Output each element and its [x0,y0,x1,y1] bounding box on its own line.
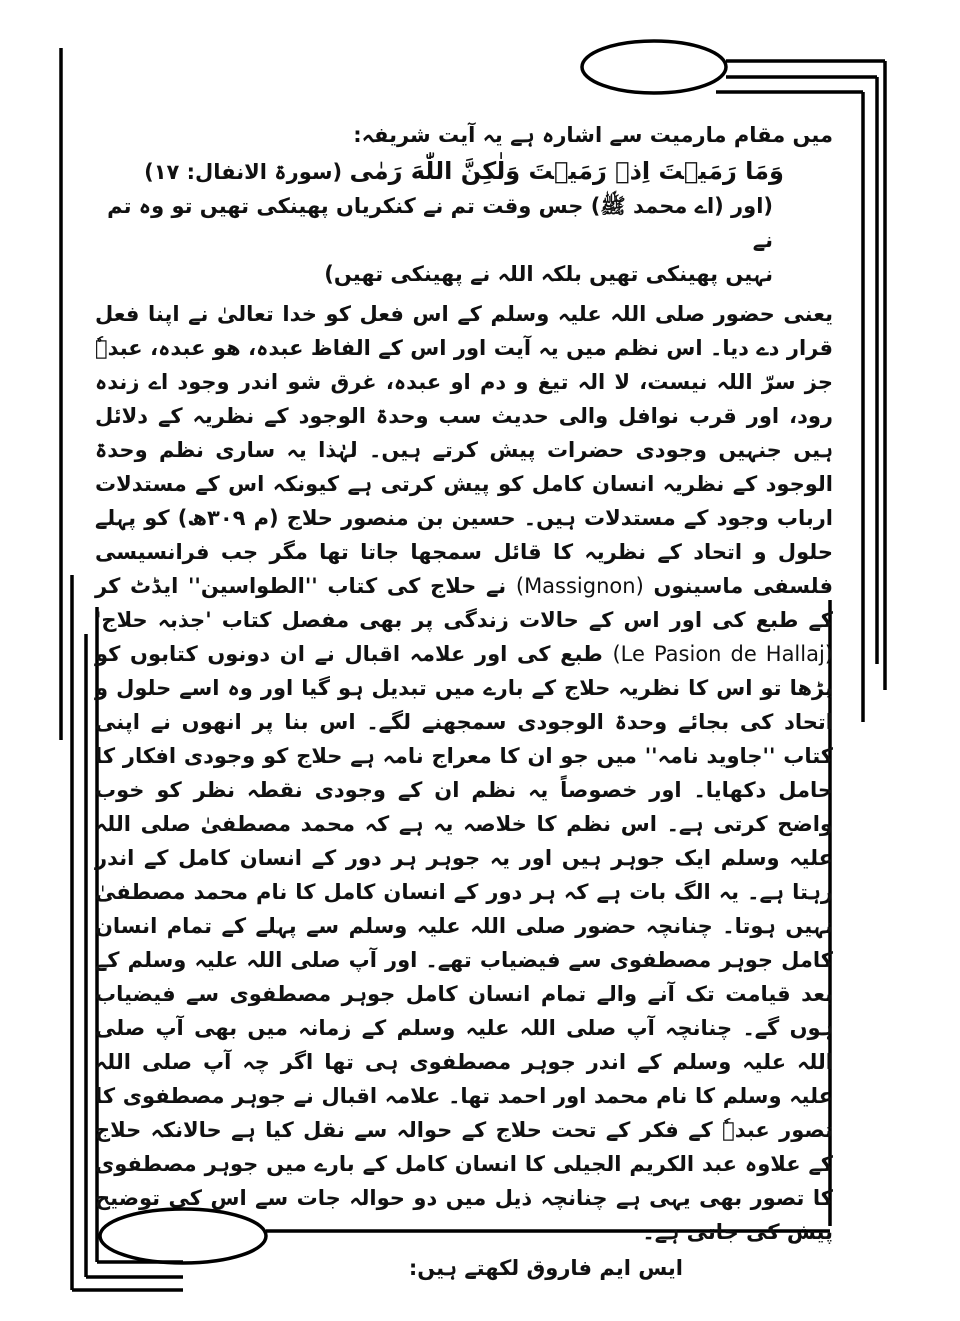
verse-line [95,154,833,189]
verse-arabic: وَمَا رَمَيۡتَ اِذۡ رَمَيۡتَ وَلٰكِنَّ اللّٰهَ رَمٰى [349,157,784,185]
paragraph-text-1: یعنی حضور صلی اللہ علیہ وسلم کے اس فعل کو خدا تعالیٰ نے اپنا فعل قرار دے دیا۔ اس نظم میں یہ آیت اور اس کے الفاظ عبدہ، ھو عبدہ، عبدہٗ جز سرّ اللہ نیست، لا الہ تیغ و دم او عبدہ، غرق شو اندر وجود اے زندہ رود، اور قرب نوافل والی حدیث سب وحدۃ الوجود کے نظریہ کے دلائل ہیں جنہیں وجودی حضرات پیش کرتے ہیں۔ لہٰذا یہ ساری نظم وحدۃ الوجود کے نظریہ انسان کامل کو پیش کرتی ہے کیونکہ اس کے مستدلات ارباب وجود کے مستدلات ہیں۔ حسین بن منصور حلاج (م ۳۰۹ھ) کو پہلے حلول و اتحاد کے نظریہ کا قائل سمجھا جاتا تھا مگر جب فرانسیسی فلسفی ماسینوں [95,302,834,598]
quranic-verse [95,154,833,291]
document-body [95,118,833,1285]
paragraph-text-2: نے حلاج کی کتاب ''الطواسین'' ایڈٹ کر کے طبع کی اور اس کے حالات زندگی پر بھی مفصل کتاب 'جذبہ حلاج' [95,574,833,632]
intro-line: میں مقام مارمیت سے اشارہ ہے یہ آیت شریفہ: [353,123,833,147]
closing-line: ایس ایم فاروق لکھتے ہیں: [408,1256,683,1280]
latin-book-title: (Le Pasion de Hallaj) [612,642,833,666]
verse-reference: (سورۃ الانفال: ۱۷) [144,160,343,184]
top-oval-ornament [582,41,726,93]
latin-name-massignon: (Massignon) [515,574,644,598]
paragraph-text-3: طبع کی اور علامہ اقبال نے ان دونوں کتابوں کو پڑھا تو اس کا نظریہ حلاج کے بارے میں تبدیل ہو گیا اور وہ اسے حلول و اتحاد کی بجائے وحدۃ الوجودی سمجھنے لگے۔ اس بنا پر انھوں نے اپنی کتاب ''جاوید نامہ'' میں جو ان کا معراج نامہ ہے حلاج کو وجودی افکار کا حامل دکھایا۔ اور خصوصاً یہ نظم ان کے وجودی نقطہ نظر کو خوب واضح کرتی ہے۔ اس نظم کا خلاصہ یہ ہے کہ محمد مصطفیٰ صلی اللہ علیہ وسلم ایک جوہر ہیں اور یہ جوہر ہر دور کے انسان کامل کے اندر رہتا ہے۔ یہ الگ بات ہے کہ ہر دور کے انسان کامل کا نام محمد مصطفیٰ نہیں ہوتا۔ چنانچہ حضور صلی اللہ علیہ وسلم سے پہلے کے تمام انسان کامل جوہر مصطفوی سے فیضیاب تھے۔ اور آپ صلی اللہ علیہ وسلم کے بعد قیامت تک آنے والے تمام انسان کامل جوہر مصطفوی سے فیضیاب ہوں گے۔ چنانچہ آپ صلی اللہ علیہ وسلم کے زمانہ میں بھی آپ صلی اللہ علیہ وسلم کے اندر جوہر مصطفوی ہی تھا اگر چہ آپ صلی اللہ علیہ وسلم کا نام محمد اور احمد تھا۔ علامہ اقبال نے جوہر مصطفوی کا تصور عبدہٗ کے فکر کے تحت حلاج کے حوالہ سے نقل کیا ہے حالانکہ حلاج کے علاوہ عبد الکریم الجیلی کا انسان کامل کے بارے میں جوہر مصطفوی کا تصور بھی یہی ہے چنانچہ ذیل میں دو حوالہ جات سے اس کی توضیح پیش کی جاتی ہے۔ [95,642,833,1244]
verse-translation-line-1: (اور (اے محمد ﷺ) جس وقت تم نے کنکریاں پھینکی تھیں تو وہ تم نے [107,194,773,252]
verse-translation-line-2: نہیں پھینکی تھیں بلکہ اللہ نے پھینکی تھیں) [324,262,773,286]
main-paragraph [95,297,833,1249]
